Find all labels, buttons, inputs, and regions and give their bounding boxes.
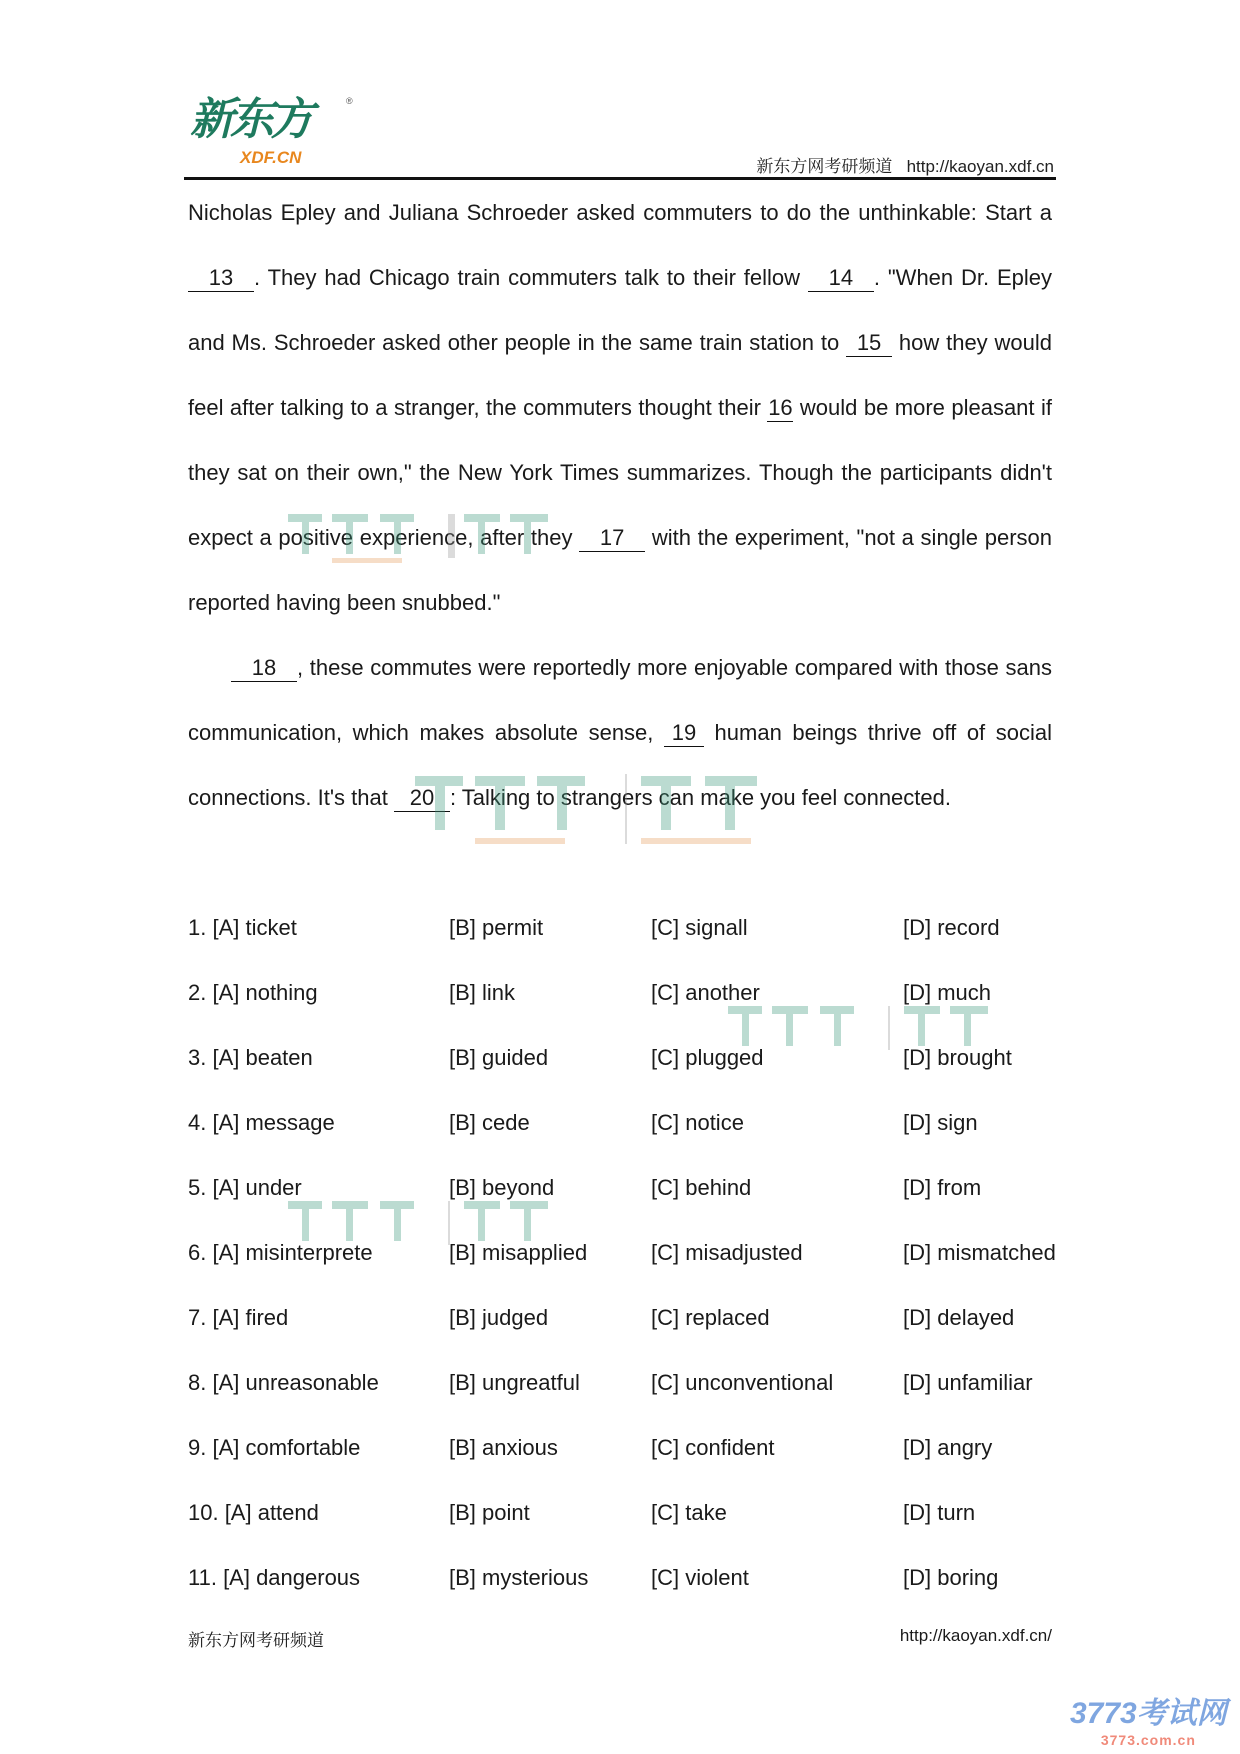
option-a: 4. [A] message	[188, 1110, 335, 1135]
question-row	[188, 1415, 1068, 1480]
option-c: [C] another	[651, 980, 760, 1005]
option-c: [C] behind	[651, 1175, 752, 1200]
option-b: [B] point	[449, 1500, 530, 1525]
3773-badge	[1070, 1688, 1227, 1748]
logo-en: XDF.CN	[240, 148, 302, 167]
text: would be more pleasant if they sat on their own," the New York Times summarizes. Though the participants didn't expect a positive experience, after they	[188, 395, 1052, 550]
option-b: [B] judged	[449, 1305, 549, 1330]
option-b: [B] beyond	[449, 1175, 555, 1200]
option-c: [C] take	[651, 1500, 727, 1525]
option-d: [D] turn	[903, 1500, 976, 1525]
option-a: 8. [A] unreasonable	[188, 1370, 379, 1395]
option-d: [D] boring	[903, 1565, 999, 1590]
question-row	[188, 1545, 1068, 1610]
option-d: [D] from	[903, 1175, 982, 1200]
option-a: 6. [A] misinterprete	[188, 1240, 373, 1265]
logo-cn: 新东方	[190, 94, 310, 145]
options-list	[188, 895, 1068, 1610]
question-row	[188, 1220, 1068, 1285]
text: Nicholas Epley and Juliana Schroeder asked commuters to do the unthinkable: Start a	[188, 200, 1052, 225]
option-c: [C] violent	[651, 1565, 749, 1590]
question-row	[188, 1090, 1068, 1155]
text: . They had Chicago train commuters talk to their fellow	[254, 265, 808, 290]
header-text	[756, 152, 1054, 177]
option-b: [B] guided	[449, 1045, 549, 1070]
option-c: [C] unconventional	[651, 1370, 834, 1395]
badge-title: 3773考试网	[1070, 1697, 1227, 1730]
text: , these commutes were reportedly more enjoyable compared with those sans communication, which makes absolute sense,	[188, 655, 1052, 745]
question-row	[188, 895, 1068, 960]
watermark-underline	[641, 838, 751, 844]
option-b: [B] mysterious	[449, 1565, 589, 1590]
option-a: 2. [A] nothing	[188, 980, 318, 1005]
option-c: [C] misadjusted	[651, 1240, 803, 1265]
option-d: [D] sign	[903, 1110, 978, 1135]
option-d: [D] delayed	[903, 1305, 1015, 1330]
header-channel: 新东方网考研频道	[756, 157, 893, 176]
logo-reg: ®	[346, 96, 353, 106]
option-b: [B] anxious	[449, 1435, 558, 1460]
option-c: [C] notice	[651, 1110, 744, 1135]
option-c: [C] confident	[651, 1435, 775, 1460]
header-url[interactable]: http://kaoyan.xdf.cn	[906, 157, 1054, 176]
blank-16: 16	[768, 395, 793, 420]
option-b: [B] cede	[449, 1110, 530, 1135]
footer-channel: 新东方网考研频道	[188, 1631, 324, 1650]
question-row	[188, 1155, 1068, 1220]
option-d: [D] much	[903, 980, 992, 1005]
text: human beings thrive off of social connections. It's that	[188, 720, 1052, 810]
passage-paragraph-1	[188, 180, 1052, 635]
option-a: 1. [A] ticket	[188, 915, 297, 940]
option-b: [B] link	[449, 980, 516, 1005]
text: : Talking to strangers can make you feel connected.	[449, 785, 951, 810]
option-d: [D] angry	[903, 1435, 993, 1460]
text: how they would feel after talking to a stranger, the commuters thought their	[188, 330, 1052, 420]
blank-20: 20	[394, 785, 450, 812]
blank-17: 17	[579, 525, 645, 552]
xdf-logo	[190, 96, 360, 170]
question-row	[188, 1480, 1068, 1545]
option-c: [C] signall	[651, 915, 748, 940]
blank-15: 15	[846, 330, 892, 357]
option-a: 10. [A] attend	[188, 1500, 319, 1525]
passage-paragraph-2	[188, 635, 1052, 830]
option-a: 9. [A] comfortable	[188, 1435, 361, 1460]
option-b: [B] misapplied	[449, 1240, 588, 1265]
question-row	[188, 1285, 1068, 1350]
blank-13: 13	[188, 265, 254, 292]
option-a: 5. [A] under	[188, 1175, 302, 1200]
option-c: [C] replaced	[651, 1305, 770, 1330]
blank-18: 18	[231, 655, 297, 682]
question-row	[188, 1350, 1068, 1415]
option-d: [D] record	[903, 915, 1000, 940]
option-b: [B] permit	[449, 915, 544, 940]
text: with the experiment, "not a single person reported having been snubbed."	[188, 525, 1052, 615]
blank-19: 19	[664, 720, 704, 747]
option-a: 3. [A] beaten	[188, 1045, 313, 1070]
badge-url: 3773.com.cn	[1100, 1732, 1196, 1748]
option-d: [D] unfamiliar	[903, 1370, 1033, 1395]
question-row	[188, 1025, 1068, 1090]
blank-14: 14	[808, 265, 874, 292]
option-a: 11. [A] dangerous	[188, 1565, 361, 1590]
question-row	[188, 960, 1068, 1025]
option-c: [C] plugged	[651, 1045, 764, 1070]
text: . "When Dr. Epley and Ms. Schroeder asked other people in the same train station to	[188, 265, 1053, 355]
option-d: [D] brought	[903, 1045, 1012, 1070]
option-b: [B] ungreatful	[449, 1370, 580, 1395]
option-d: [D] mismatched	[903, 1240, 1056, 1265]
footer-url[interactable]: http://kaoyan.xdf.cn/	[899, 1626, 1052, 1645]
option-a: 7. [A] fired	[188, 1305, 289, 1330]
watermark-underline	[475, 838, 565, 844]
